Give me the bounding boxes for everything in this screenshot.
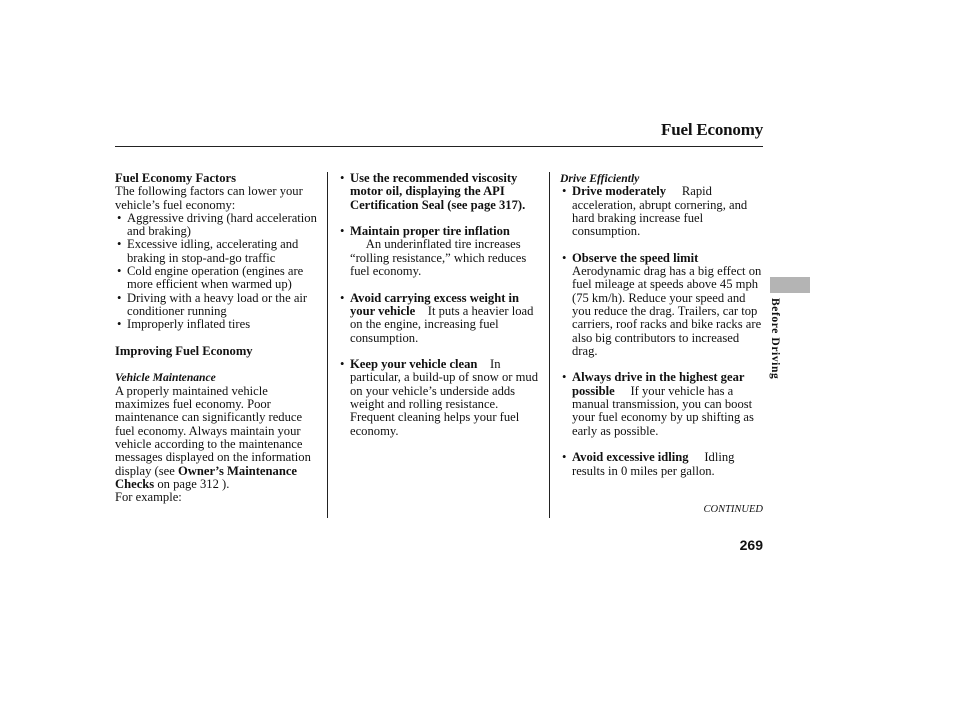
maintenance-text: A properly maintained vehicle maximizes fuel economy. Poor maintenance can significantly reduce fuel economy. Always maintain your vehicle according to the maintenance messages displayed on the information display (see [115, 383, 311, 478]
tip-heading: Observe the speed limit [572, 250, 699, 265]
column-divider [327, 172, 328, 518]
column-divider [549, 172, 550, 518]
factor-item: • Aggressive driving (hard acceleration and braking) [117, 210, 317, 239]
page-number: 269 [739, 537, 763, 553]
tip-heading: Keep your vehicle clean [350, 357, 478, 372]
tip-item: • Always drive in the highest gear possible If your vehicle has a manual transmission, you can boost your fuel economy by up shifting as early as possible. [562, 370, 754, 438]
owners-maintenance-link[interactable]: Owner’s Maintenance Checks [115, 463, 298, 491]
tip-text: In particular, a build-up of snow or mud on your vehicle’s underside adds weight and rolling resistance. Frequent cleaning helps your fuel economy. [350, 357, 539, 438]
tip-item: • Drive moderately Rapid acceleration, abrupt cornering, and hard braking increase fuel consumption. [562, 184, 748, 239]
title-rule [115, 146, 763, 147]
factor-item: • Excessive idling, accelerating and braking in stop-and-go traffic [117, 237, 299, 265]
tip-heading: Avoid carrying excess weight in your vehicle [350, 290, 520, 318]
tip-item: • Avoid carrying excess weight in your vehicle It puts a heavier load on the engine, increasing fuel consumption. [340, 290, 534, 345]
tip-heading: Maintain proper tire inflation [350, 224, 510, 239]
tip-item: • Observe the speed limit Aerodynamic drag has a big effect on fuel mileage at speeds above 45 mph (75 km/h). Reduce your speed and you reduce the drag. Trailers, car top carriers, roof racks and bike racks are also big contributors to increased drag. [562, 250, 762, 358]
column-left [115, 172, 321, 504]
factor-text: Cold engine operation (engines are more efficient when warmed up) [127, 264, 304, 292]
tip-item: • Keep your vehicle clean In particular, a build-up of snow or mud on your vehicle’s underside adds weight and rolling resistance. Frequent cleaning helps your fuel economy. [340, 357, 539, 438]
continued-label: CONTINUED [703, 504, 763, 515]
tip-text: Idling results in 0 miles per gallon. [572, 450, 735, 478]
tip-heading: Use the recommended viscosity motor oil, displaying the API Certification Seal (see page 317). [350, 171, 526, 212]
factor-text: Excessive idling, accelerating and braking in stop-and-go traffic [127, 237, 299, 265]
tip-text: An underinflated tire increases “rolling resistance,” which reduces fuel economy. [350, 237, 527, 279]
factor-text: Driving with a heavy load or the air conditioner running [127, 290, 308, 318]
maintenance-heading: Vehicle Maintenance [115, 371, 216, 385]
maintenance-page-ref: on page 312 ). [157, 476, 230, 491]
tip-item: • Use the recommended viscosity motor oil, displaying the API Certification Seal (see page 317). [340, 171, 526, 212]
column-middle [338, 172, 542, 438]
factor-text: Improperly inflated tires [127, 317, 251, 332]
factor-item: • Cold engine operation (engines are more efficient when warmed up) [117, 264, 304, 292]
drive-efficiently-heading: Drive Efficiently [560, 172, 640, 185]
tip-heading: Avoid excessive idling [572, 450, 689, 465]
column-right [560, 172, 763, 478]
factor-item: • Improperly inflated tires [117, 317, 251, 332]
tip-item: • Avoid excessive idling Idling results in 0 miles per gallon. [562, 450, 735, 478]
tip-text: It puts a heavier load on the engine, increasing fuel consumption. [350, 303, 534, 345]
factor-text: Aggressive driving (hard acceleration and braking) [127, 210, 317, 239]
section-tab-marker [770, 277, 810, 293]
for-example: For example: [115, 490, 182, 505]
factors-heading: Fuel Economy Factors [115, 171, 237, 185]
factor-item: • Driving with a heavy load or the air conditioner running [117, 290, 308, 318]
tip-text: Rapid acceleration, abrupt cornering, and hard braking increase fuel consumption. [572, 184, 748, 239]
tip-text: If your vehicle has a manual transmission, you can boost your fuel economy by up shifting as early as possible. [572, 383, 754, 438]
page-title: Fuel Economy [661, 120, 763, 139]
improving-heading: Improving Fuel Economy [115, 343, 253, 358]
factors-intro: The following factors can lower your vehicle’s fuel economy: [115, 184, 303, 212]
tip-heading: Drive moderately [572, 184, 667, 199]
tip-heading: Always drive in the highest gear possible [572, 370, 745, 398]
maintenance-paragraph [115, 385, 321, 491]
section-tab-label: Before Driving [769, 298, 781, 380]
tip-text: Aerodynamic drag has a big effect on fuel mileage at speeds above 45 mph (75 km/h). Reduce your speed and you reduce the drag. Trailers, car top carriers, roof racks and bike racks are also big contributors to increased drag. [572, 264, 762, 358]
tip-item: • Maintain proper tire inflation An underinflated tire increases “rolling resistance,” which reduces fuel economy. [340, 224, 527, 279]
